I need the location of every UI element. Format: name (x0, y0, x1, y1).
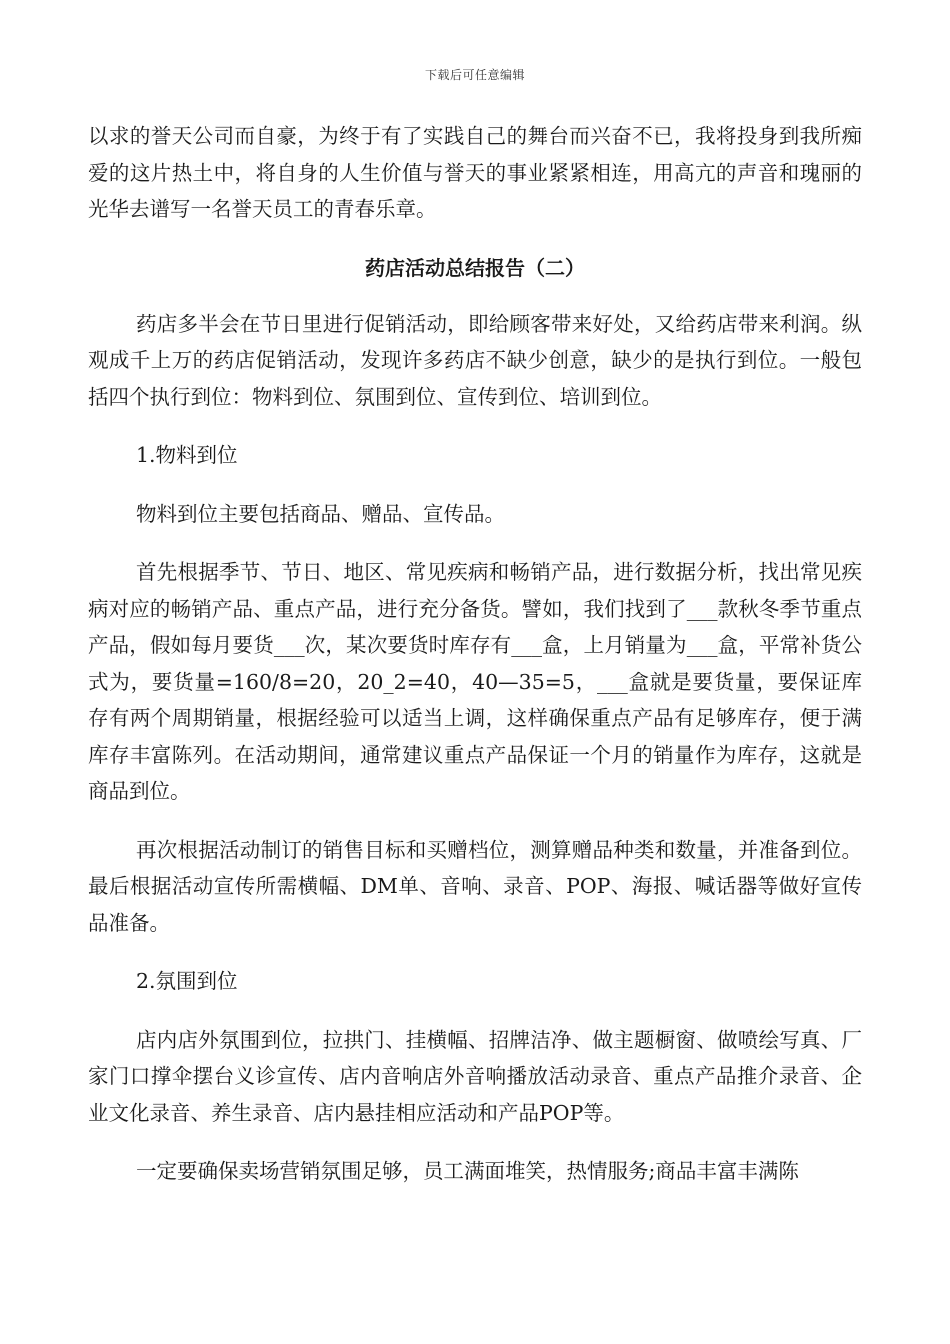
paragraph-stock-analysis: 首先根据季节、节日、地区、常见疾病和畅销产品，进行数据分析，找出常见疾病对应的畅销产品、重点产品，进行充分备货。譬如，我们找到了___款秋冬季节重点产品，假如每月要货___次，某次要货时库存有___盒，上月销量为___盒，平常补货公式为，要货量=160/8=20，20_2=40，40—35=5，___盒就是要货量，要保证库存有两个周期销量，根据经验可以适当上调，这样确保重点产品有足够库存，便于满库存丰富陈列。在活动期间，通常建议重点产品保证一个月的销量作为库存，这就是商品到位。 (88, 560, 862, 803)
paragraph-gifts-promo: 再次根据活动制订的销售目标和买赠档位，测算赠品种类和数量，并准备到位。最后根据活动宣传所需横幅、DM单、音响、录音、POP、海报、喊话器等做好宣传品准备。 (88, 837, 862, 935)
paragraph-sales-atmosphere: 一定要确保卖场营销氛围足够，员工满面堆笑，热情服务;商品丰富丰满陈 (136, 1159, 799, 1183)
paragraph-materials-summary: 物料到位主要包括商品、赠品、宣传品。 (136, 501, 505, 526)
section-title: 药店活动总结报告（二） (365, 255, 585, 280)
paragraph-overview: 药店多半会在节日里进行促销活动，即给顾客带来好处，又给药店带来利润。纵观成千上万的药店促销活动，发现许多药店不缺少创意，缺少的是执行到位。一般包括四个执行到位：物料到位、氛围到位、宣传到位、培训到位。 (88, 311, 862, 409)
paragraph-intro-continuation: 以求的誉天公司而自豪，为终于有了实践自己的舞台而兴奋不已，我将投身到我所痴爱的这片热土中，将自身的人生价值与誉天的事业紧紧相连，用高亢的声音和瑰丽的光华去谱写一名誉天员工的青春乐章。 (88, 124, 862, 221)
subheading-atmosphere: 2.氛围到位 (136, 969, 238, 993)
subheading-materials: 1.物料到位 (136, 443, 238, 467)
page-header-note: 下载后可任意编辑 (424, 68, 525, 82)
paragraph-atmosphere-details: 店内店外氛围到位，拉拱门、挂横幅、招牌洁净、做主题橱窗、做喷绘写真、厂家门口撑伞摆台义诊宣传、店内音响店外音响播放活动录音、重点产品推介录音、企业文化录音、养生录音、店内悬挂相应活动和产品POP等。 (88, 1027, 862, 1125)
document-body (88, 118, 862, 1190)
